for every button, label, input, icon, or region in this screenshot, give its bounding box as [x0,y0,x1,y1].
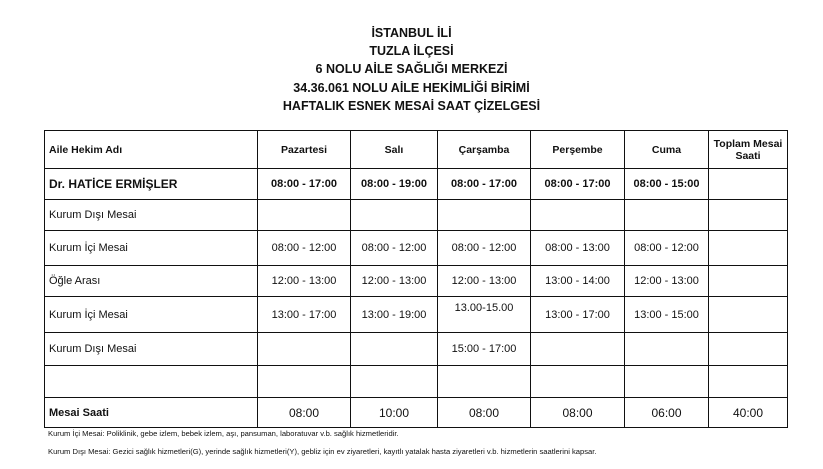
table-cell [258,366,351,398]
table-cell: 08:00 - 17:00 [531,169,625,200]
table-cell: 13:00 - 19:00 [351,297,438,333]
document-header [0,24,823,115]
table-cell: 12:00 - 13:00 [258,266,351,297]
health-center-title: 6 NOLU AİLE SAĞLIĞI MERKEZİ [315,62,508,77]
table-row [45,200,788,231]
table-cell [625,366,709,398]
table-cell: 12:00 - 13:00 [351,266,438,297]
table-cell: 13.00-15.00 [438,297,531,333]
row-label: Mesai Saati [45,398,258,428]
table-cell [709,366,788,398]
table-cell [709,297,788,333]
unit-title: 34.36.061 NOLU AİLE HEKİMLİĞİ BİRİMİ [293,80,530,95]
table-cell: 08:00 [531,398,625,428]
table-cell [709,200,788,231]
footnote-external-hours: Kurum Dışı Mesai: Gezici sağlık hizmetleri(G), yerinde sağlık hizmetleri(Y), gebliz için ev ziyaretleri, kayıtlı yatalak hasta ziyaretleri v.b. hizmetlerin saatlerini kapsar. [48,447,597,456]
table-cell: 08:00 [438,398,531,428]
footnote-internal-hours: Kurum İçi Mesai: Poliklinik, gebe izlem, bebek izlem, aşı, pansuman, laboratuvar v.b. sağlık hizmetleridir. [48,429,399,438]
table-cell: 08:00 - 12:00 [258,231,351,266]
table-cell [351,366,438,398]
table-row [45,231,788,266]
column-header-physician: Aile Hekim Adı [45,131,258,169]
table-cell [438,200,531,231]
table-cell [709,333,788,366]
table-cell: 13:00 - 14:00 [531,266,625,297]
table-row [45,297,788,333]
table-row [45,266,788,297]
row-label: Kurum İçi Mesai [45,297,258,333]
column-header-friday: Cuma [625,131,709,169]
schedule-title: HAFTALIK ESNEK MESAİ SAAT ÇİZELGESİ [282,98,541,113]
row-label: Kurum İçi Mesai [45,231,258,266]
table-cell: 08:00 - 17:00 [258,169,351,200]
table-cell: 12:00 - 13:00 [625,266,709,297]
table-cell [531,200,625,231]
table-header-row [45,131,788,169]
table-cell: 08:00 - 12:00 [351,231,438,266]
column-header-thursday: Perşembe [531,131,625,169]
table-cell [258,333,351,366]
footnotes [48,425,818,461]
table-row-total [45,398,788,428]
table-cell [709,266,788,297]
table-cell: 15:00 - 17:00 [438,333,531,366]
table-cell: 08:00 - 12:00 [625,231,709,266]
table-row-physician [45,169,788,200]
table-cell: 13:00 - 17:00 [531,297,625,333]
table-cell: 13:00 - 17:00 [258,297,351,333]
row-label: Kurum Dışı Mesai [45,200,258,231]
table-cell: 08:00 [258,398,351,428]
column-header-monday: Pazartesi [258,131,351,169]
table-cell: 10:00 [351,398,438,428]
table-cell [709,231,788,266]
column-header-total-hours: Toplam Mesai Saati [709,131,788,169]
table-cell: 08:00 - 17:00 [438,169,531,200]
table-cell: 08:00 - 13:00 [531,231,625,266]
table-cell [531,333,625,366]
province-title: İSTANBUL İLİ [371,26,452,40]
table-cell: 08:00 - 19:00 [351,169,438,200]
district-title: TUZLA İLÇESİ [369,44,454,59]
row-label [45,366,258,398]
row-label: Dr. HATİCE ERMİŞLER [45,169,258,200]
table-row [45,366,788,398]
table-cell [625,333,709,366]
table-cell: 08:00 - 12:00 [438,231,531,266]
table-row [45,333,788,366]
total-hours-cell: 40:00 [709,398,788,428]
schedule-table [44,130,788,428]
table-cell: 08:00 - 15:00 [625,169,709,200]
column-header-tuesday: Salı [351,131,438,169]
table-cell: 13:00 - 15:00 [625,297,709,333]
table-cell [438,366,531,398]
table-cell [258,200,351,231]
table-cell [531,366,625,398]
table-cell [351,333,438,366]
table-cell [351,200,438,231]
column-header-wednesday: Çarşamba [438,131,531,169]
row-label: Öğle Arası [45,266,258,297]
table-cell: 12:00 - 13:00 [438,266,531,297]
row-label: Kurum Dışı Mesai [45,333,258,366]
table-cell [625,200,709,231]
table-cell: 06:00 [625,398,709,428]
table-cell [709,169,788,200]
